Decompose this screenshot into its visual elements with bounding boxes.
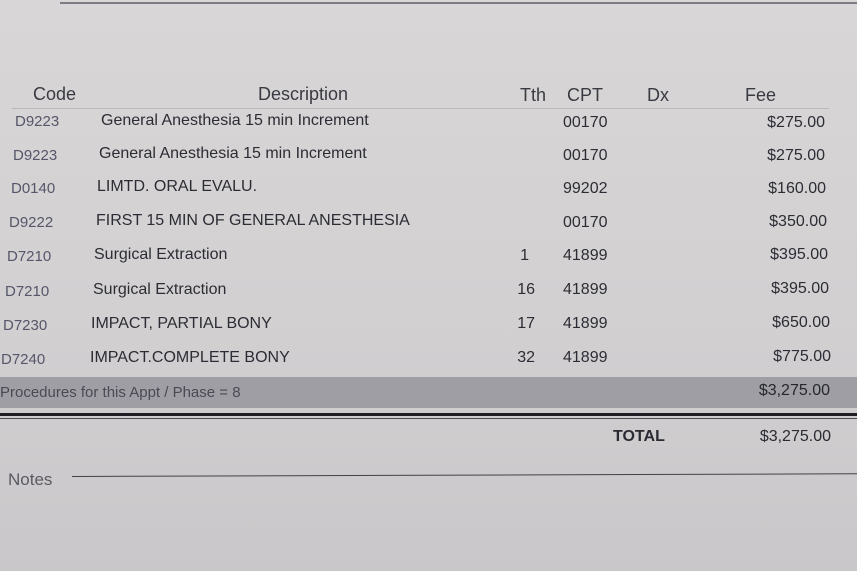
row-description: FIRST 15 MIN OF GENERAL ANESTHESIA [96,212,410,229]
row-fee: $650.00 [772,314,830,331]
row-description: General Anesthesia 15 min Increment [101,112,369,129]
row-fee: $160.00 [768,180,826,197]
row-cpt: 41899 [563,247,608,264]
header-cpt: CPT [567,85,603,105]
header-code: Code [33,84,77,104]
row-code: D7210 [5,283,50,300]
header-underline [12,108,829,109]
row-description: General Anesthesia 15 min Increment [99,145,367,162]
header-description: Description [258,84,349,104]
notes-divider [72,473,857,477]
row-code: D9223 [15,113,60,130]
row-cpt: 99202 [563,180,608,197]
row-fee: $275.00 [767,147,825,164]
total-label: TOTAL [613,428,665,445]
notes-label: Notes [8,470,53,489]
row-cpt: 41899 [563,281,608,298]
total-divider-thin [0,418,857,419]
row-tth: 1 [520,247,529,264]
row-cpt: 00170 [563,114,608,131]
procedures-summary-fee: $3,275.00 [758,382,830,399]
row-fee: $395.00 [771,280,829,297]
row-cpt: 41899 [563,349,608,366]
row-description: IMPACT, PARTIAL BONY [91,315,272,332]
row-description: LIMTD. ORAL EVALU. [97,178,258,195]
top-border-line [60,2,857,4]
header-tth: Tth [520,85,547,105]
row-cpt: 00170 [563,147,608,164]
row-fee: $395.00 [770,246,828,263]
row-description: IMPACT.COMPLETE BONY [90,349,290,366]
row-fee: $275.00 [767,114,825,131]
total-divider [0,413,857,416]
row-description: Surgical Extraction [93,281,227,298]
row-fee: $350.00 [769,213,827,230]
row-tth: 16 [517,281,535,298]
header-dx: Dx [647,85,669,105]
row-cpt: 41899 [563,315,608,332]
row-code: D7230 [3,317,48,334]
row-code: D7240 [1,351,46,368]
row-description: Surgical Extraction [94,246,228,263]
row-code: D9222 [9,214,54,231]
row-fee: $775.00 [773,348,831,365]
total-fee: $3,275.00 [759,428,831,445]
row-code: D7210 [7,248,52,265]
row-cpt: 00170 [563,214,608,231]
procedures-summary-label: Procedures for this Appt / Phase = 8 [0,384,241,401]
row-code: D9223 [13,147,58,164]
row-code: D0140 [11,180,56,197]
row-tth: 17 [517,315,535,332]
row-tth: 32 [517,349,535,366]
header-fee: Fee [745,85,777,105]
